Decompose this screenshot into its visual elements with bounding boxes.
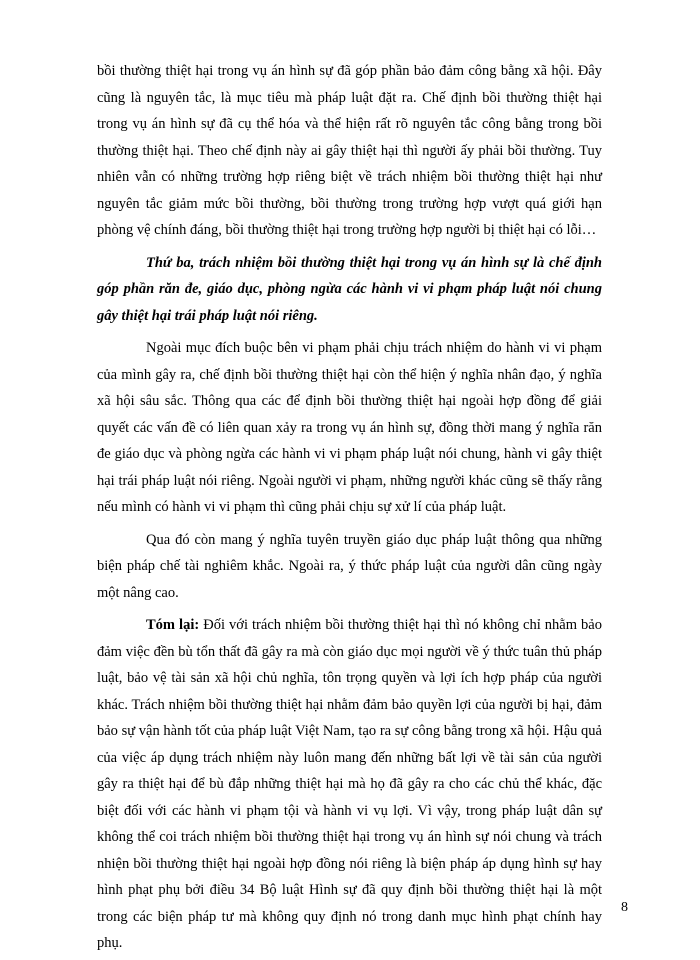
page-number: 8 — [621, 900, 628, 915]
paragraph-3: Ngoài mục đích buộc bên vi phạm phải chịu trách nhiệm do hành vi vi phạm của mình gây ra, chế định bồi thường thiệt hại còn thể hiện ý nghĩa nhân đạo, ý nghĩa xã hội sâu sắc. Thông qua các để định bồi thường thiệt hại ngoài hợp đồng để giải quyết các vấn đề có liên quan xảy ra trong vụ án hình sự, đồng thời mang ý nghĩa răn đe giáo dục và phòng ngừa các hành vi vi phạm pháp luật nói chung, hành vi gây thiệt hại trái pháp luật nói riêng. Ngoài người vi phạm, những người khác cũng sẽ thấy rằng nếu mình có hành vi vi phạm thì cũng phải chịu sự xử lí của pháp luật. — [97, 340, 602, 515]
summary-label: Tóm lại: — [146, 617, 200, 633]
paragraph-5 — [97, 612, 602, 957]
summary-text: Đối với trách nhiệm bồi thường thiệt hại thì nó không chỉ nhằm bảo đảm việc đền bù tổn thất đã gây ra mà còn giáo dục mọi người về ý thức tuân thủ pháp luật, bảo vệ tài sản xã hội chủ nghĩa, tôn trọng quyền và lợi ích hợp pháp của người khác. Trách nhiệm bồi thường thiệt hại nhằm đảm bảo quyền lợi của người bị hại, đảm bảo sự vận hành tốt của pháp luật Việt Nam, tạo ra sự công bằng trong xã hội. Hậu quả của việc áp dụng trách nhiệm này luôn mang đến những bất lợi về tài sản của người gây ra thiệt hại để bù đắp những thiệt hại mà họ đã gây ra cho các chủ thể khác, đặc biệt đối với các hành vi phạm tội và hành vi vụ lợi. Vì vậy, trong pháp luật dân sự không thể coi trách nhiệm bồi thường thiệt hại trong vụ án hình sự nói chung và trách nhiện bồi thường thiệt hại ngoài hợp đồng nói riêng là biện pháp áp dụng hình sự hay hình phạt phụ bởi điều 34 Bộ luật Hình sự đã quy định bồi thường thiệt hại là một trong các biện pháp tư mà không quy định nó trong danh mục hình phạt chính hay phụ. — [97, 617, 602, 951]
document-body — [97, 58, 602, 957]
paragraph-4: Qua đó còn mang ý nghĩa tuyên truyền giáo dục pháp luật thông qua những biện pháp chế tài nghiêm khắc. Ngoài ra, ý thức pháp luật của người dân cũng ngày một nâng cao. — [97, 531, 602, 601]
paragraph-1: bồi thường thiệt hại trong vụ án hình sự đã góp phần bảo đảm công bằng xã hội. Đây cũng là nguyên tắc, là mục tiêu mà pháp luật đặt ra. Chế định bồi thường thiệt hại trong vụ án hình sự đã cụ thể hóa và thể hiện rất rõ nguyên tắc công bằng trong bồi thường thiệt hại. Theo chế định này ai gây thiệt hại thì người ấy phải bồi thường. Tuy nhiên vẫn có những trường hợp riêng biệt về trách nhiệm bồi thường thiệt hại như nguyên tắc giảm mức bồi thường, bồi thường trong trường hợp vượt quá giới hạn phòng vệ chính đáng, bồi thường thiệt hại trong trường hợp người bị thiệt hại có lỗi… — [97, 63, 602, 238]
paragraph-2-heading: Thứ ba, trách nhiệm bồi thường thiệt hại trong vụ án hình sự là chế định góp phần răn đe, giáo dục, phòng ngừa các hành vi vi phạm pháp luật nói chung gây thiệt hại trái pháp luật nói riêng. — [97, 254, 602, 324]
